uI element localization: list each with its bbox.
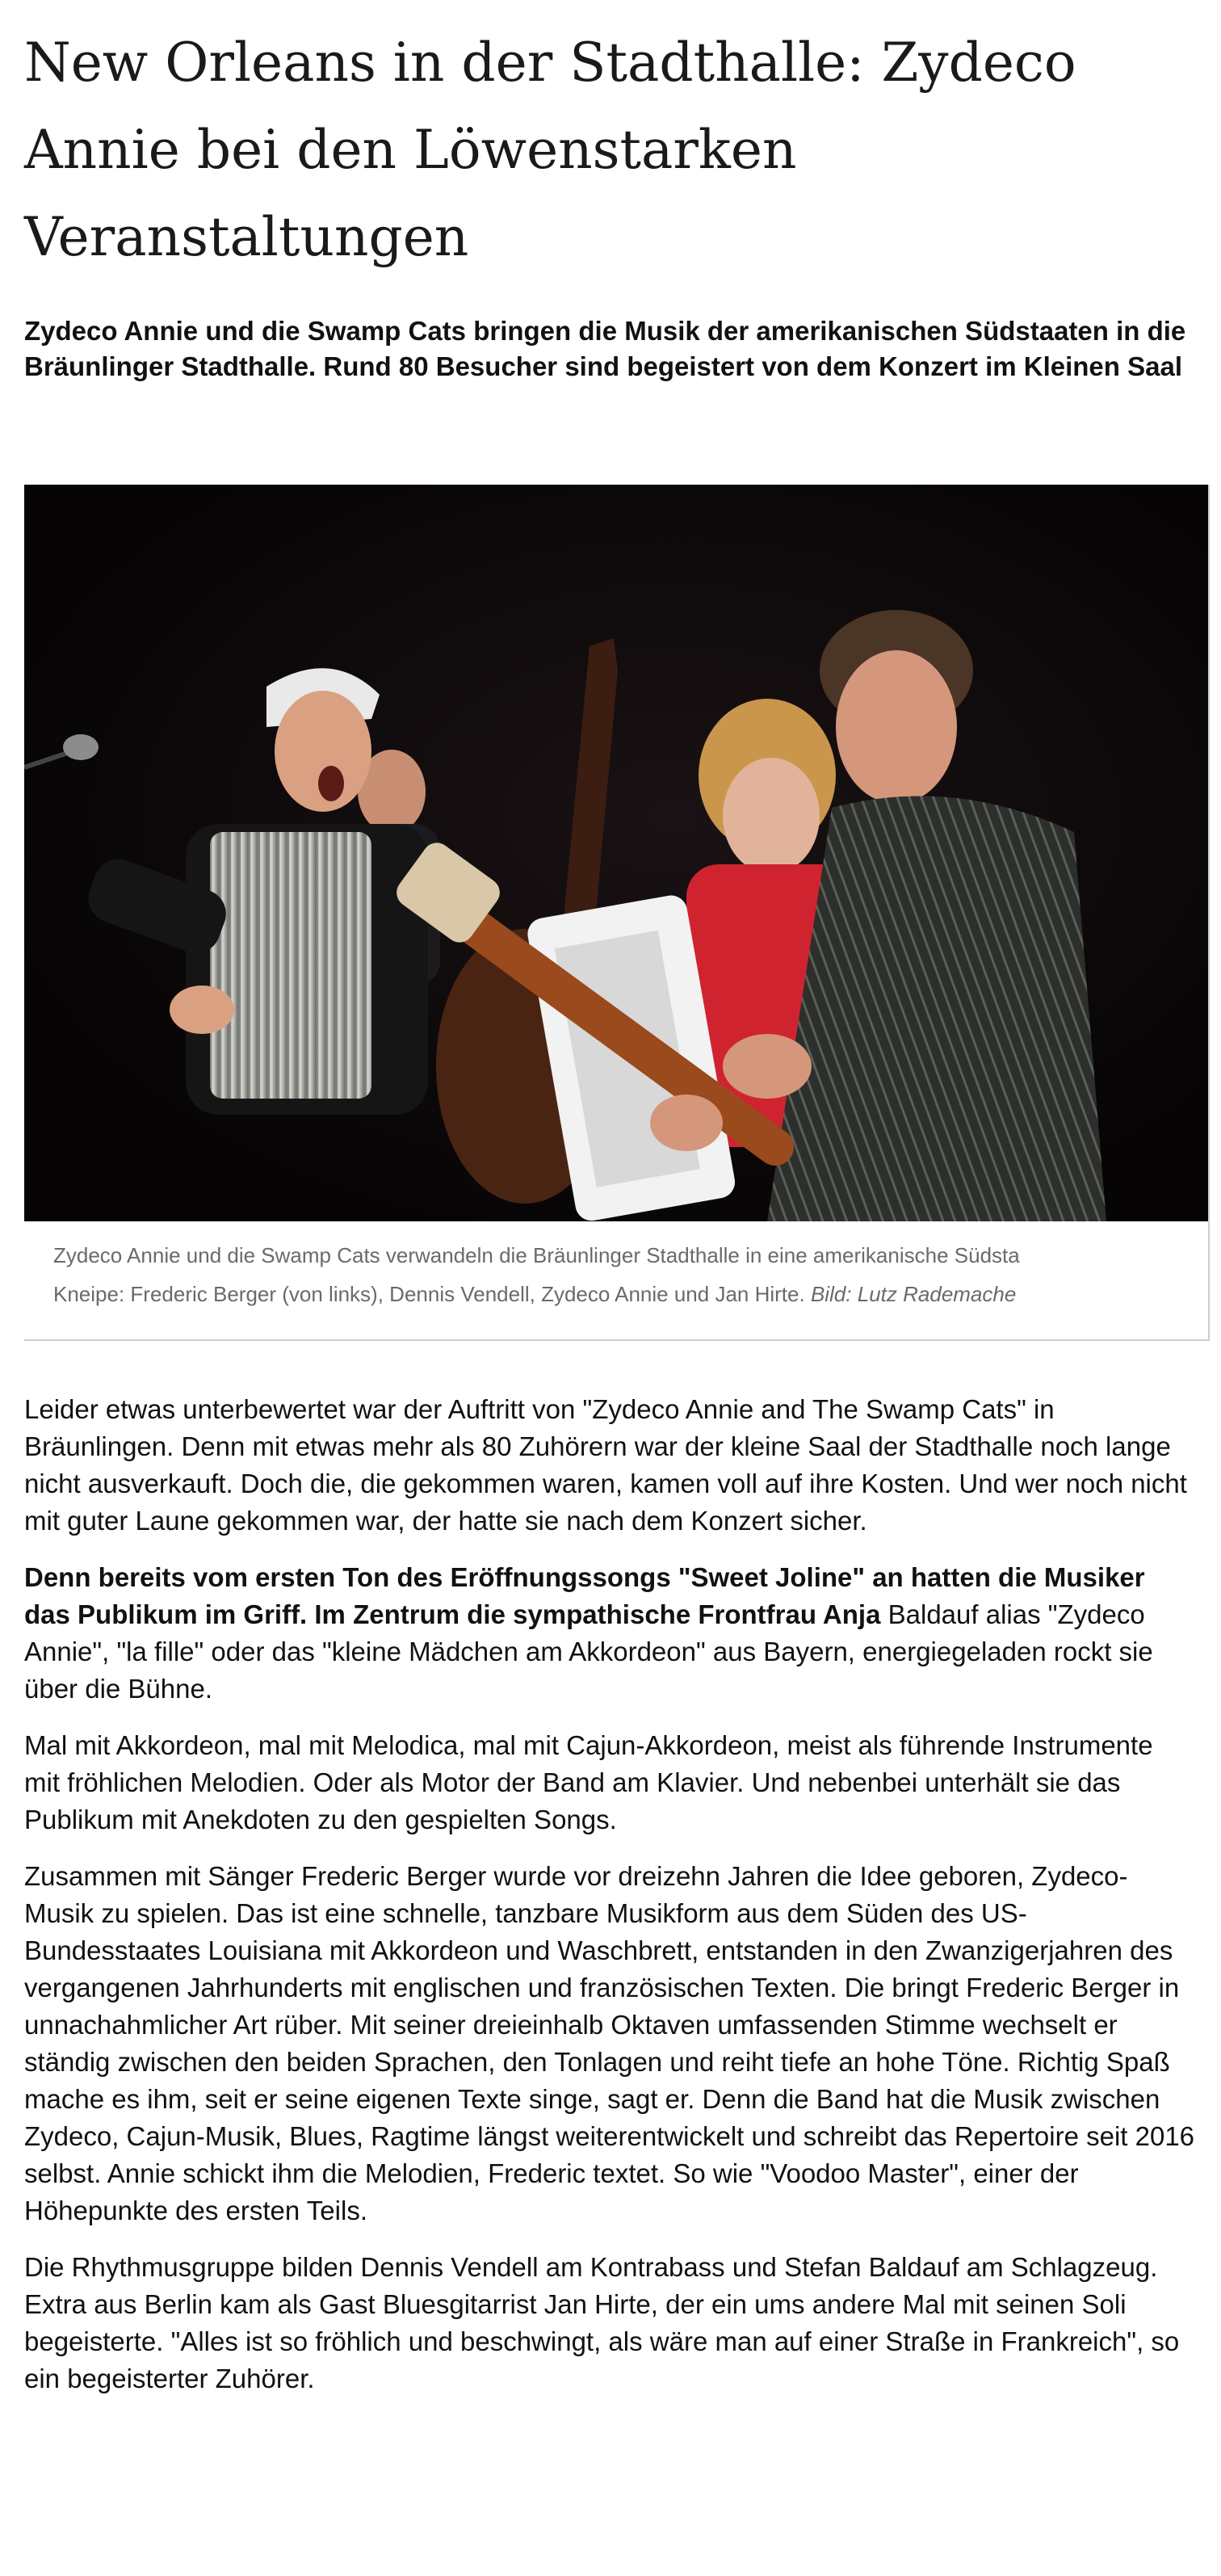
article-lead: Zydeco Annie und die Swamp Cats bringen die Musik der amerikanischen Südstaaten in die Bräunlinger Stadthalle. Rund 80 Besucher sind begeistert von dem Konzert im Kleinen Saal (24, 316, 1186, 381)
paragraph-2 (24, 1559, 1195, 1708)
article-body (24, 1391, 1195, 2417)
paragraph-2-bold: Denn bereits vom ersten Ton des Eröffnungssongs "Sweet Joline" an hatten die Musiker das Publikum im Griff. Im Zentrum die sympathische Frontfrau Anja (24, 1562, 1145, 1629)
figure-caption (53, 1236, 1200, 1313)
caption-line-2 (53, 1275, 1200, 1313)
caption-line-1: Zydeco Annie und die Swamp Cats verwandeln die Bräunlinger Stadthalle in eine amerikanische Südsta (53, 1243, 1020, 1267)
paragraph-5: Die Rhythmusgruppe bilden Dennis Vendell am Kontrabass und Stefan Baldauf am Schlagzeug. Extra aus Berlin kam als Gast Bluesgitarrist Jan Hirte, der ein ums andere Mal mit seinen Soli begeisterte. "Alles ist so fröhlich und beschwingt, als wäre man auf einer Straße in Frankreich", so ein begeisterter Zuhörer. (24, 2252, 1180, 2393)
photo-credit: Bild: Lutz Rademache (810, 1282, 1017, 1306)
paragraph-2-text: Baldauf alias "Zydeco Annie", "la fille" oder das "kleine Mädchen am Akkordeon" aus Bayern, energiegeladen rockt sie über die Bühne. (24, 1599, 1153, 1704)
paragraph-3: Mal mit Akkordeon, mal mit Melodica, mal mit Cajun-Akkordeon, meist als führende Instrumente mit fröhlichen Melodien. Oder als Motor der Band am Klavier. Und nebenbei unterhält sie das Publikum mit Anekdoten zu den gespielten Songs. (24, 1730, 1153, 1834)
paragraph-4: Zusammen mit Sänger Frederic Berger wurde vor dreizehn Jahren die Idee geboren, Zydeco-Musik zu spielen. Das ist eine schnelle, tanzbare Musikform aus dem Süden des US-Bundesstaates Louisiana mit Akkordeon und Waschbrett, entstanden in den Zwanzigerjahren des vergangenen Jahrhunderts mit englischen und französischen Texten. Die bringt Frederic Berger in unnachahmlicher Art rüber. Mit seiner dreieinhalb Oktaven umfassenden Stimme wechselt er ständig zwischen den beiden Sprachen, den Tonlagen und reiht tiefe an hohe Töne. Richtig Spaß mache es ihm, seit er seine eigenen Texte singe, sagt er. Denn die Band hat die Musik zwischen Zydeco, Cajun-Musik, Blues, Ragtime längst weiterentwickelt und schreibt das Repertoire seit 2016 selbst. Annie schickt ihm die Melodien, Frederic textet. So wie "Voodoo Master", einer der Höhepunkte des ersten Teils. (24, 1861, 1195, 2225)
paragraph-1: Leider etwas unterbewertet war der Auftritt von "Zydeco Annie and The Swamp Cats" in Bräunlingen. Denn mit etwas mehr als 80 Zuhörern war der kleine Saal der Stadthalle noch lange nicht ausverkauft. Doch die, die gekommen waren, kamen voll auf ihre Kosten. Und wer noch nicht mit guter Laune gekommen war, der hatte sie nach dem Konzert sicher. (24, 1394, 1187, 1536)
caption-text: Kneipe: Frederic Berger (von links), Dennis Vendell, Zydeco Annie und Jan Hirte. (53, 1282, 805, 1306)
article-title: New Orleans in der Stadthalle: Zydeco Annie bei den Löwenstarken Veranstaltungen (24, 32, 1076, 268)
concert-photo (24, 485, 1208, 1221)
article-figure (24, 485, 1210, 1341)
